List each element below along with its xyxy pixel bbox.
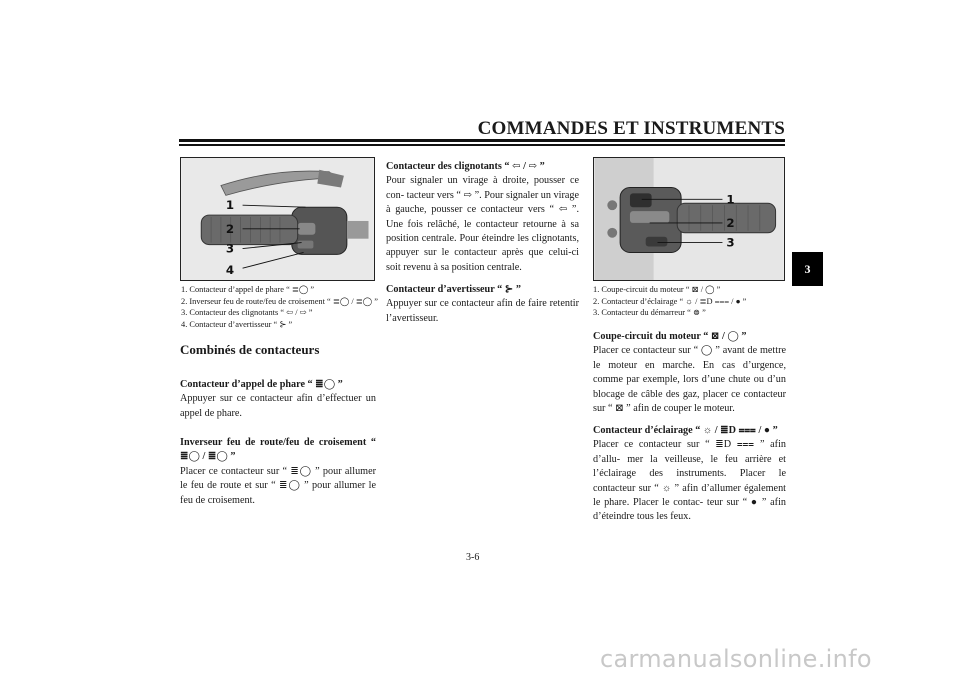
block-inverseur xyxy=(180,436,376,508)
header-rule-thin xyxy=(179,144,785,146)
paragraph: Placer ce contacteur sur “ ≣◯ ” pour allumer le feu de route et sur “ ≣◯ ” pour allumer le feu de croisement. xyxy=(180,465,376,506)
block-eclairage xyxy=(593,424,786,525)
paragraph: Pour signaler un virage à droite, pousser ce con- tacteur vers “ ⇨ ”. Pour signaler un virage à gauche, pousser ce contacteur vers “ ⇦ ”. Une fois relâché, le contacteur retourne à sa position centrale. Pour éteindre les clignotants, appuyer sur le contacteur après que celui-ci soit revenu à sa position centrale. xyxy=(386,175,579,273)
paragraph: Placer ce contacteur sur “ ◯ ” avant de mettre le moteur en marche. En cas d’urgence, comme par exemple, lors d’une chute ou d’un blocage de câble des gaz, placer ce contacteur sur “ ⊠ ” afin de couper le moteur. xyxy=(593,345,786,415)
sub-heading: Contacteur d’éclairage “ ☼ / ≣D ⩶ / ● ” xyxy=(593,425,778,436)
callout-2: 2 xyxy=(726,215,735,230)
page-number: 3-6 xyxy=(466,552,480,563)
callout-1: 1 xyxy=(225,198,235,213)
watermark[interactable]: carmanualsonline.info xyxy=(600,645,872,673)
block-avertisseur xyxy=(386,283,579,326)
right-figure-captions xyxy=(593,284,785,319)
paragraph: Appuyer sur ce contacteur afin d’effectuer un appel de phare. xyxy=(180,393,376,419)
paragraph: Placer ce contacteur sur “ ≣D ⩶ ” afin d’allu- mer la veilleuse, le feu arrière et l’éclairage des instruments. Placer le contacteur sur “ ☼ ” afin d’allumer également le phare. Placer le contac- teur sur “ ● ” afin d’éteindre tous les feux. xyxy=(593,439,786,523)
callout-3: 3 xyxy=(225,241,235,256)
callout-3: 3 xyxy=(726,235,735,250)
callout-2: 2 xyxy=(225,221,235,236)
section-title: Combinés de contacteurs xyxy=(180,342,320,357)
chapter-tab: 3 xyxy=(792,252,823,286)
right-handlebar-illustration xyxy=(594,158,784,280)
paragraph: Appuyer sur ce contacteur afin de faire retentir l’avertisseur. xyxy=(386,298,579,324)
caption-item: 3. Contacteur des clignotants “ ⇦ / ⇨ ” xyxy=(181,308,313,317)
sub-heading: Contacteur des clignotants “ ⇦ / ⇨ ” xyxy=(386,161,545,172)
caption-item: 2. Contacteur d’éclairage “ ☼ / ≣D ⩶ / ● ” xyxy=(593,296,747,306)
caption-item: 3. Contacteur du démarreur “ ⊜ ” xyxy=(593,308,706,317)
caption-item: 1. Contacteur d’appel de phare “ ≣◯ ” xyxy=(181,285,315,294)
page-title: COMMANDES ET INSTRUMENTS xyxy=(477,118,785,139)
sub-heading: Coupe-circuit du moteur “ ⊠ / ◯ ” xyxy=(593,331,747,342)
header-rule xyxy=(179,139,785,142)
callout-1: 1 xyxy=(726,192,735,207)
left-handlebar-illustration xyxy=(181,158,374,280)
caption-item: 2. Inverseur feu de route/feu de croisement “ ≣◯ / ≣◯ ” xyxy=(181,296,378,306)
sub-heading: Inverseur feu de route/feu de croisement “ ≣◯ / ≣◯ ” xyxy=(180,437,376,463)
sub-heading: Contacteur d’appel de phare “ ≣◯ ” xyxy=(180,379,343,390)
caption-item: 1. Coupe-circuit du moteur “ ⊠ / ◯ ” xyxy=(593,285,721,294)
caption-item: 4. Contacteur d’avertisseur “ ⊱ ” xyxy=(181,319,293,329)
left-handlebar-photo xyxy=(180,157,375,281)
sub-heading: Contacteur d’avertisseur “ ⊱ ” xyxy=(386,284,521,295)
callout-4: 4 xyxy=(225,263,235,278)
block-coupe-circuit xyxy=(593,330,786,416)
right-handlebar-photo xyxy=(593,157,785,281)
block-clignotants xyxy=(386,160,579,275)
block-appel-phare xyxy=(180,378,376,421)
left-figure-captions xyxy=(181,284,381,330)
